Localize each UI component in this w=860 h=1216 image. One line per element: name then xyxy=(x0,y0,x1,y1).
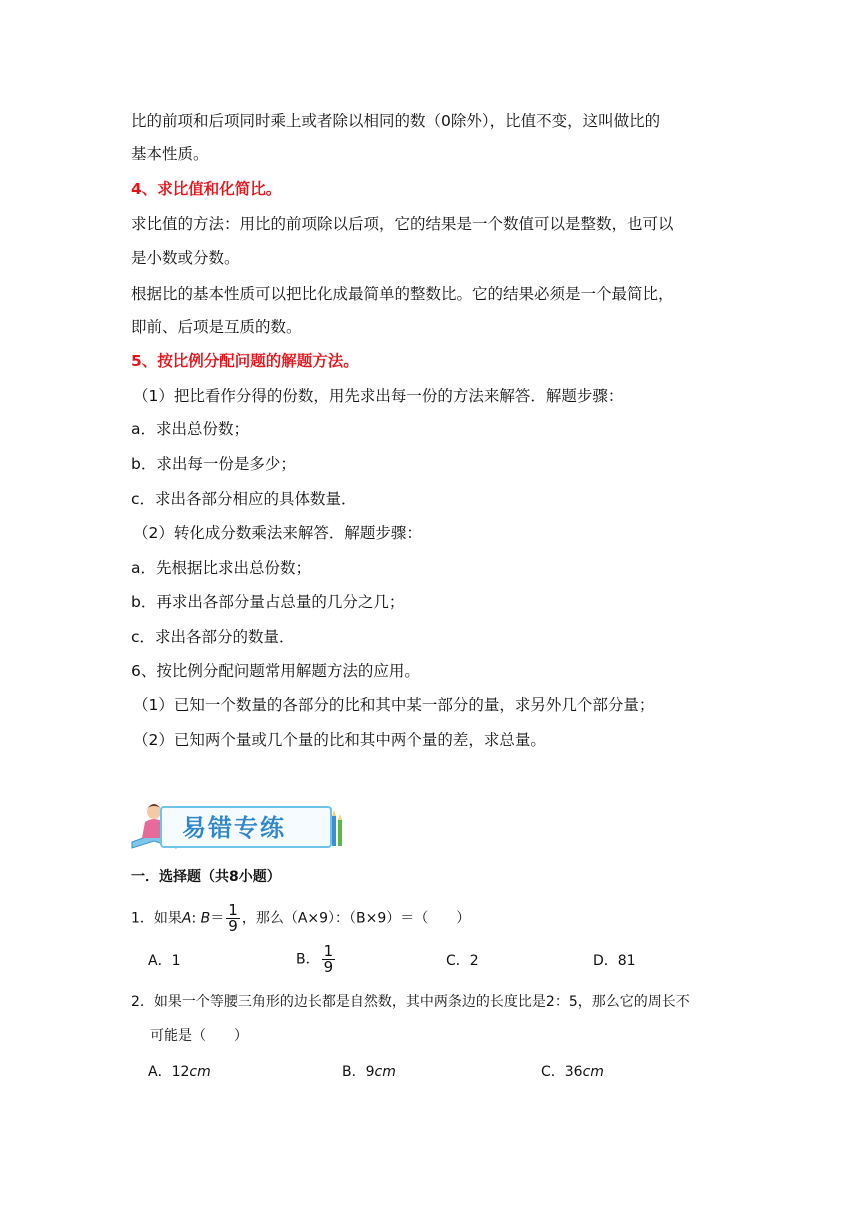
question-2-line: 2．如果一个等腰三角形的边长都是自然数，其中两条边的长度比是2：5，那么它的周长不 xyxy=(131,994,690,1010)
question-2-line: 可能是（ ） xyxy=(150,1028,248,1044)
q1-option-b-label: B． xyxy=(296,951,320,968)
section-heading-6: 6、按比例分配问题常用解题方法的应用。 xyxy=(131,662,420,680)
q1-equals: ＝ xyxy=(210,910,225,927)
q1-option-b-fraction xyxy=(322,944,336,975)
paragraph-line: 是小数或分数。 xyxy=(131,249,240,267)
q1-fraction-numerator: 1 xyxy=(228,901,238,919)
q2-option-c-value: C．36 xyxy=(541,1064,583,1080)
error-practice-banner xyxy=(130,798,344,852)
q1-option-b-denominator: 9 xyxy=(323,958,334,976)
q1-option-b[interactable] xyxy=(296,944,337,975)
banner-title: 易错专练 xyxy=(182,813,286,842)
paragraph-line: 比的前项和后项同时乘上或者除以相同的数（0除外），比值不变，这叫做比的 xyxy=(131,112,661,130)
q1-fraction xyxy=(226,903,240,934)
method-step: a．先根据比求出总份数； xyxy=(131,559,311,577)
q1-suffix: ，那么（A×9）：（B×9）＝（ ） xyxy=(241,910,471,927)
method-step: b．求出每一份是多少； xyxy=(131,455,296,473)
q1-var-b: B xyxy=(200,910,211,927)
method-step: b．再求出各部分量占总量的几分之几； xyxy=(131,593,405,611)
q2-option-b-value: B．9 xyxy=(342,1064,375,1080)
q1-option-d[interactable]: D．81 xyxy=(593,953,636,969)
paragraph-line: 即前、后项是互质的数。 xyxy=(131,318,302,336)
q2-option-b[interactable] xyxy=(342,1061,396,1083)
application-item: （2）已知两个量或几个量的比和其中两个量的差，求总量。 xyxy=(133,731,546,749)
q1-option-c[interactable]: C．2 xyxy=(446,953,479,969)
method-step: a．求出总份数； xyxy=(131,420,249,438)
method-item: （1）把比看作分得的份数，用先求出每一份的方法来解答．解题步骤： xyxy=(133,387,624,405)
q2-option-c-unit: cm xyxy=(582,1064,604,1080)
q1-colon: : xyxy=(191,910,197,927)
q1-fraction-denominator: 9 xyxy=(228,917,238,935)
q1-var-a: A xyxy=(181,910,192,927)
question-1 xyxy=(131,903,470,934)
q2-option-b-unit: cm xyxy=(374,1064,396,1080)
q1-prefix: 1．如果 xyxy=(131,910,182,927)
paragraph-line: 求比值的方法：用比的前项除以后项，它的结果是一个数值可以是整数，也可以 xyxy=(131,215,674,233)
q1-option-a[interactable]: A．1 xyxy=(148,953,181,969)
q2-option-a-unit: cm xyxy=(189,1064,211,1080)
q1-option-b-numerator: 1 xyxy=(323,942,334,960)
exercise-section-title: 一．选择题（共8小题） xyxy=(131,869,281,885)
method-item: （2）转化成分数乘法来解答．解题步骤： xyxy=(133,524,422,542)
paragraph-line: 基本性质。 xyxy=(131,145,209,163)
q2-option-a[interactable] xyxy=(148,1061,211,1083)
method-step: c．求出各部分的数量． xyxy=(131,628,295,646)
paragraph-line: 根据比的基本性质可以把比化成最简单的整数比。它的结果必须是一个最简比， xyxy=(131,285,674,303)
section-heading-5: 5、按比例分配问题的解题方法。 xyxy=(131,352,359,370)
application-item: （1）已知一个数量的各部分的比和其中某一部分的量，求另外几个部分量； xyxy=(133,696,655,714)
section-heading-4: 4、求比值和化简比。 xyxy=(131,180,282,198)
q2-option-c[interactable] xyxy=(541,1061,604,1083)
method-step: c．求出各部分相应的具体数量． xyxy=(131,490,357,508)
q2-option-a-value: A．12 xyxy=(148,1064,190,1080)
